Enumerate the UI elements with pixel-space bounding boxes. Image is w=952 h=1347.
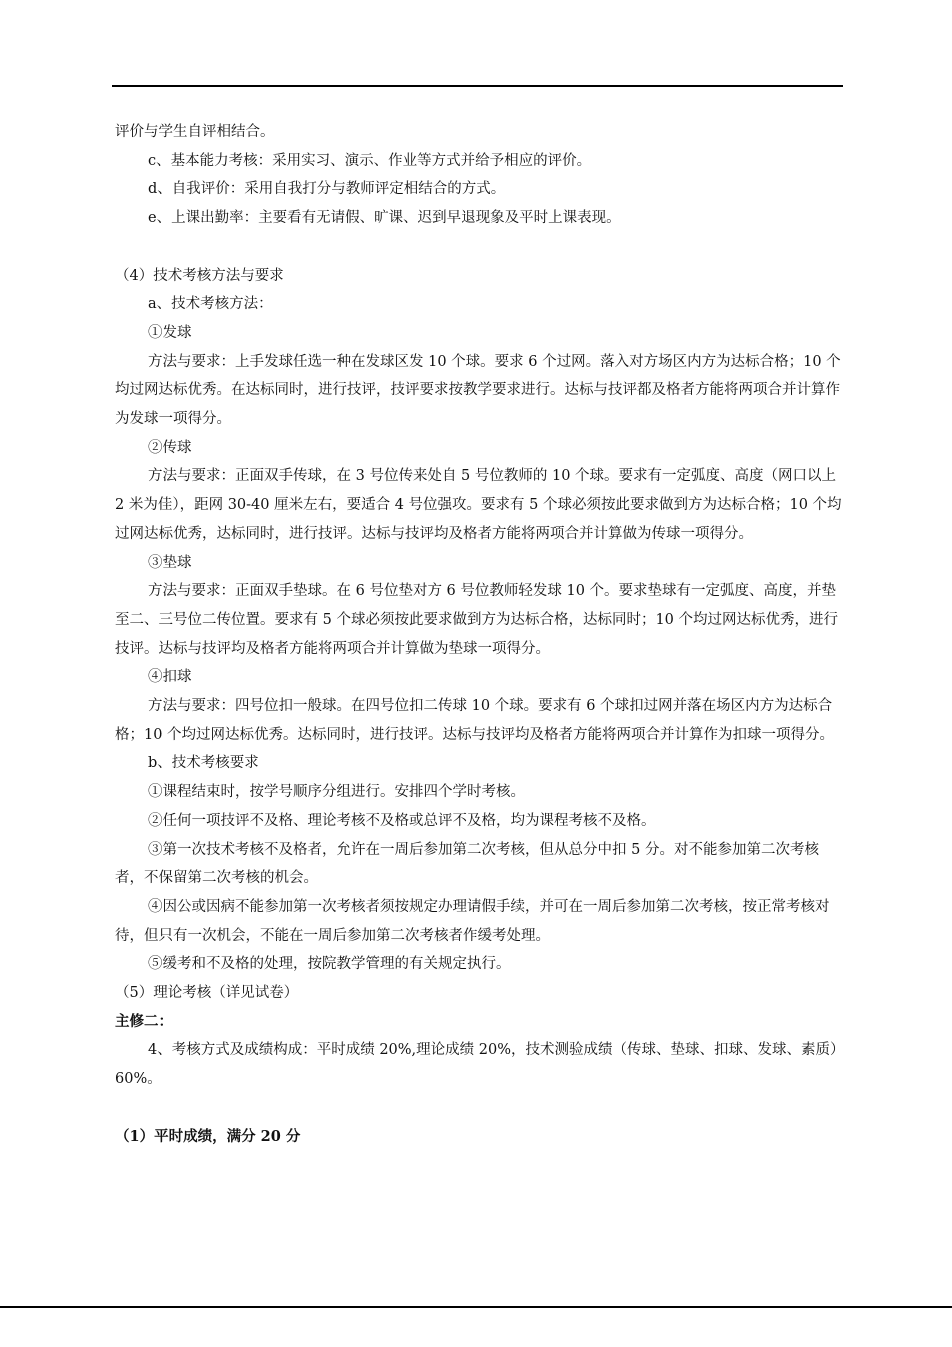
paragraph: 评价与学生自评相结合。 (115, 124, 275, 140)
item-heading: ④扣球 (148, 669, 192, 686)
paragraph: ⑤缓考和不及格的处理，按院教学管理的有关规定执行。 (148, 956, 511, 973)
paragraph: c、基本能力考核：采用实习、演示、作业等方式并给予相应的评价。 (148, 152, 592, 169)
footer-rule (0, 1306, 952, 1308)
item-heading: ②传球 (148, 439, 192, 456)
paragraph: 方法与要求：正面双手传球，在 3 号位传来处自 5 号位教师的 10 个球。要求有一定弧度、高度（网口以上 2 米为佳），距网 30-40 厘米左右，要适合 4 号位强攻。要求有 5 个球必须按此要求做到方为达标合格；10 个均过网达标优秀，达标同时，进行技评。达标与技评均及格者方能将两项合并计算做为传球一项得分。 (115, 468, 842, 542)
paragraph: 方法与要求：四号位扣一般球。在四号位扣二传球 10 个球。要求有 6 个球扣过网并落在场区内方为达标合格；10 个均过网达标优秀。达标同时，进行技评。达标与技评均及格者方能将两项合并计算作为扣球一项得分。 (115, 698, 835, 743)
paragraph: 4、考核方式及成绩构成：平时成绩 20%,理论成绩 20%，技术测验成绩（传球、垫球、扣球、发球、素质）60%。 (115, 1042, 838, 1088)
blank-line (115, 233, 843, 262)
subsection-heading: a、技术考核方法： (148, 296, 273, 313)
paragraph: ③第一次技术考核不及格者，允许在一周后参加第二次考核，但从总分中扣 5 分。对不能参加第二次考核者，不保留第二次考核的机会。 (115, 841, 819, 887)
paragraph: d、自我评价：采用自我打分与教师评定相结合的方式。 (148, 181, 506, 198)
bold-heading: 主修二： (115, 1012, 173, 1030)
paragraph: 方法与要求：上手发球任选一种在发球区发 10 个球。要求 6 个过网。落入对方场区内方为达标合格；10 个均过网达标优秀。在达标同时，进行技评，技评要求按教学要求进行。达标与技评都及格者方能将两项合并计算作为发球一项得分。 (115, 353, 841, 428)
subsection-heading: b、技术考核要求 (148, 755, 259, 772)
paragraph: e、上课出勤率：主要看有无请假、旷课、迟到早退现象及平时上课表现。 (148, 210, 621, 227)
blank-line (115, 1094, 843, 1123)
header-rule (112, 85, 843, 87)
section-heading: （5）理论考核（详见试卷） (115, 985, 299, 1002)
document-body (115, 118, 843, 1151)
item-heading: ①发球 (148, 324, 192, 341)
paragraph: ②任何一项技评不及格、理论考核不及格或总评不及格，均为课程考核不及格。 (148, 812, 656, 829)
item-heading: ③垫球 (148, 554, 192, 571)
section-heading: （4）技术考核方法与要求 (115, 267, 284, 284)
paragraph: 方法与要求：正面双手垫球。在 6 号位垫对方 6 号位教师轻发球 10 个。要求垫球有一定弧度、高度，并垫至二、三号位二传位置。要求有 5 个球必须按此要求做到方为达标合格，达标同时；10 个均过网达标优秀，进行技评。达标与技评均及格者方能将两项合并计算做为垫球一项得分。 (115, 583, 838, 657)
paragraph: ④因公或因病不能参加第一次考核者须按规定办理请假手续，并可在一周后参加第二次考核，按正常考核对待，但只有一次机会，不能在一周后参加第二次考核者作缓考处理。 (115, 898, 830, 944)
bold-heading: （1）平时成绩，满分 20 分 (115, 1127, 301, 1145)
paragraph: ①课程结束时，按学号顺序分组进行。安排四个学时考核。 (148, 784, 525, 801)
